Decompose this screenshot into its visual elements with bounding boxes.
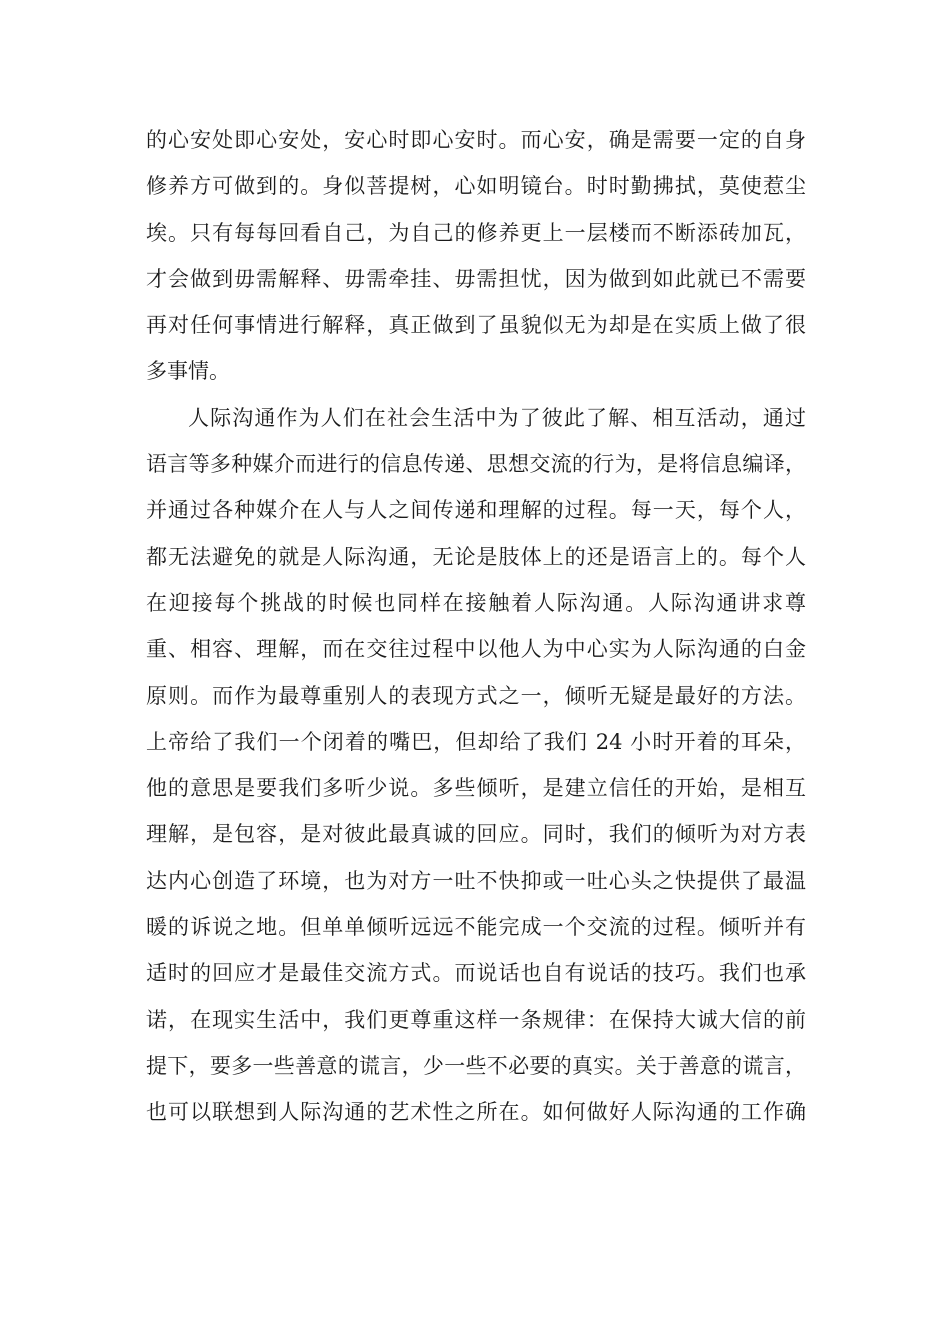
text-line: 再对任何事情进行解释，真正做到了虽貌似无为却是在实质上做了很 bbox=[146, 313, 806, 338]
text-line: 并通过各种媒介在人与人之间传递和理解的过程。每一天，每个人， bbox=[146, 498, 806, 523]
text-line: 重、相容、理解，而在交往过程中以他人为中心实为人际沟通的白金 bbox=[146, 637, 806, 662]
text-line: 理解，是包容，是对彼此最真诚的回应。同时，我们的倾听为对方表 bbox=[146, 822, 806, 847]
text-line: 人际沟通作为人们在社会生活中为了彼此了解、相互活动，通过 bbox=[188, 405, 806, 430]
text-line: 埃。只有每每回看自己，为自己的修养更上一层楼而不断添砖加瓦， bbox=[146, 220, 806, 245]
text-line: 语言等多种媒介而进行的信息传递、思想交流的行为，是将信息编译， bbox=[146, 452, 806, 477]
text-line: 在迎接每个挑战的时候也同样在接触着人际沟通。人际沟通讲求尊 bbox=[146, 590, 806, 615]
text-line: 都无法避免的就是人际沟通，无论是肢体上的还是语言上的。每个人 bbox=[146, 544, 806, 569]
text-line: 原则。而作为最尊重别人的表现方式之一，倾听无疑是最好的方法。 bbox=[146, 683, 806, 708]
text-line: 也可以联想到人际沟通的艺术性之所在。如何做好人际沟通的工作确 bbox=[146, 1100, 806, 1125]
text-line: 他的意思是要我们多听少说。多些倾听，是建立信任的开始，是相互 bbox=[146, 776, 806, 801]
text-line: 提下，要多一些善意的谎言，少一些不必要的真实。关于善意的谎言， bbox=[146, 1053, 806, 1078]
text-line: 才会做到毋需解释、毋需牵挂、毋需担忧，因为做到如此就已不需要 bbox=[146, 266, 806, 291]
body-text bbox=[146, 117, 806, 1136]
text-line: 修养方可做到的。身似菩提树，心如明镜台。时时勤拂拭，莫使惹尘 bbox=[146, 174, 806, 199]
text-line: 的心安处即心安处，安心时即心安时。而心安，确是需要一定的自身 bbox=[146, 128, 806, 152]
text-line: 多事情。 bbox=[146, 359, 230, 384]
text-line: 诺，在现实生活中，我们更尊重这样一条规律：在保持大诚大信的前 bbox=[146, 1007, 806, 1032]
text-line: 达内心创造了环境，也为对方一吐不快抑或一吐心头之快提供了最温 bbox=[146, 868, 806, 893]
text-line: 上帝给了我们一个闭着的嘴巴，但却给了我们 24 小时开着的耳朵， bbox=[146, 729, 806, 754]
text-line: 适时的回应才是最佳交流方式。而说话也自有说话的技巧。我们也承 bbox=[146, 961, 806, 986]
text-line: 暖的诉说之地。但单单倾听远远不能完成一个交流的过程。倾听并有 bbox=[146, 915, 806, 940]
